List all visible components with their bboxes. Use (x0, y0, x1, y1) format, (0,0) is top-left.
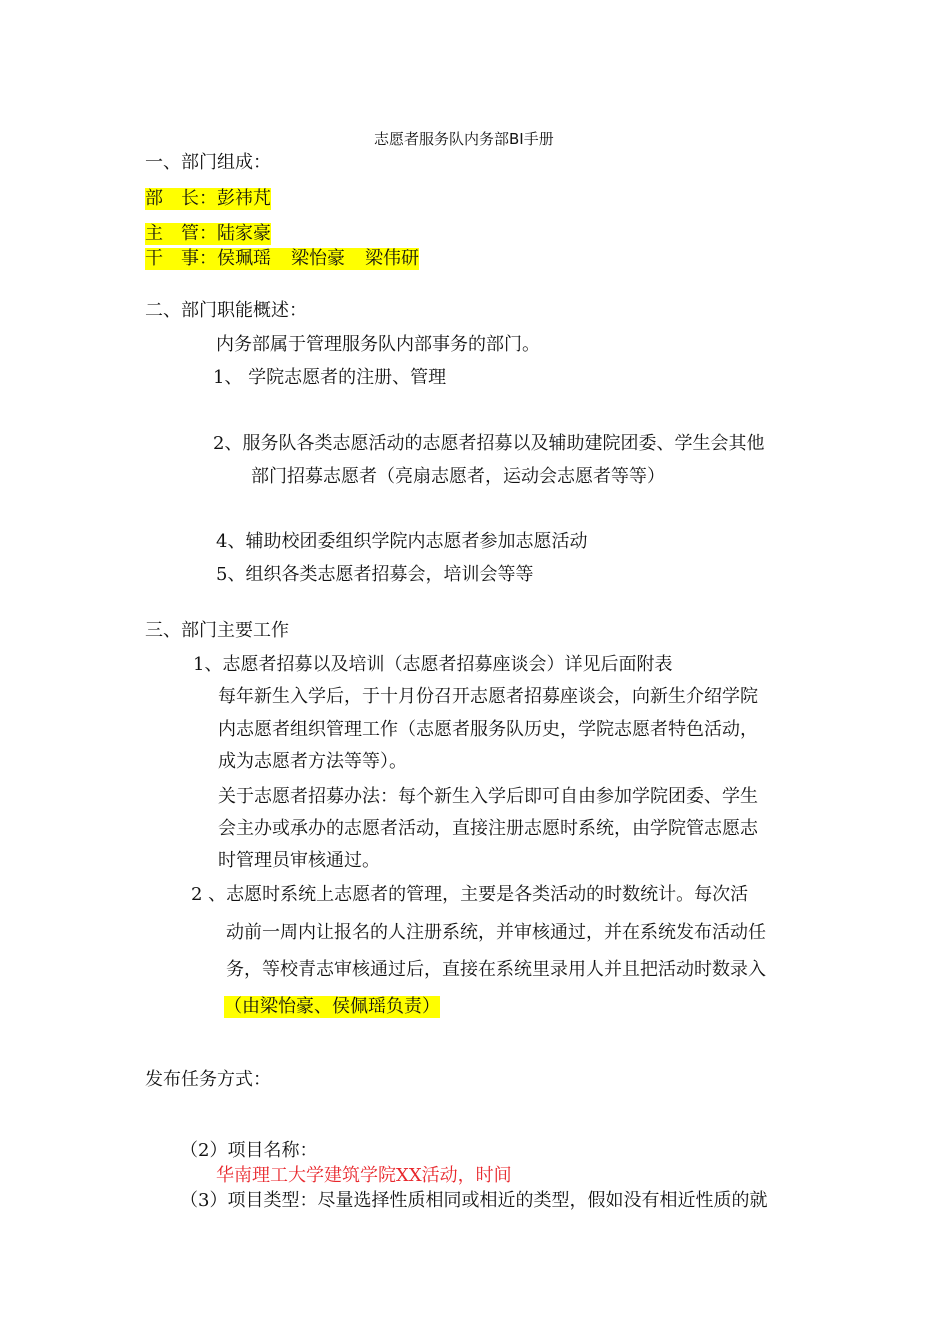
supervisor-row (145, 223, 271, 245)
section2-heading: 二、部门职能概述： (145, 300, 307, 321)
work1-paragraph1-line2: 内志愿者组织管理工作（志愿者服务队历史，学院志愿者特色活动， (218, 719, 758, 740)
section3-heading: 三、部门主要工作 (145, 620, 289, 641)
work1-paragraph2-line3: 时管理员审核通过。 (218, 850, 380, 871)
work1-paragraph1-line3: 成为志愿者方法等等）。 (218, 751, 407, 772)
staff-label: 干 事： (145, 248, 217, 269)
staff-name-2: 梁怡豪 (291, 248, 345, 269)
work1-paragraph1-line1: 每年新生入学后，于十月份召开志愿者招募座谈会，向新生介绍学院 (218, 686, 758, 707)
work1-paragraph2-line2: 会主办或承办的志愿者活动，直接注册志愿时系统，由学院管志愿志 (218, 818, 758, 839)
publish-item2-value: 华南理工大学建筑学院XX活动，时间 (216, 1165, 512, 1186)
publish-item2-label: （2）项目名称： (180, 1140, 318, 1161)
work2-line1: 2 、志愿时系统上志愿者的管理，主要是各类活动的时数统计。每次活 (191, 884, 749, 905)
section1-heading: 一、部门组成： (145, 152, 271, 173)
work2-responsible-note: （由梁怡豪、侯佩瑶负责） (224, 996, 440, 1017)
minister-value: 彭祎芃 (217, 188, 271, 209)
minister-row (145, 188, 271, 210)
section2-item5: 5、组织各类志愿者招募会，培训会等等 (216, 564, 534, 585)
staff-row (145, 248, 419, 270)
staff-name-3: 梁伟研 (365, 248, 419, 269)
work1-paragraph2-line1: 关于志愿者招募办法：每个新生入学后即可自由参加学院团委、学生 (218, 786, 758, 807)
publish-heading: 发布任务方式： (145, 1069, 271, 1090)
minister-label: 部 长： (145, 188, 217, 209)
work2-line3: 务，等校青志审核通过后，直接在系统里录用人并且把活动时数录入 (226, 959, 766, 980)
publish-item3: （3）项目类型：尽量选择性质相同或相近的类型，假如没有相近性质的就 (180, 1190, 768, 1211)
staff-name-1: 侯珮瑶 (217, 248, 271, 269)
section2-item1: 1、 学院志愿者的注册、管理 (213, 367, 447, 388)
section2-item2-line2: 部门招募志愿者（亮扇志愿者，运动会志愿者等等） (251, 466, 665, 487)
section2-intro: 内务部属于管理服务队内部事务的部门。 (216, 334, 540, 355)
work1-title: 1、志愿者招募以及培训（志愿者招募座谈会）详见后面附表 (193, 654, 673, 675)
work2-line2: 动前一周内让报名的人注册系统，并审核通过，并在系统发布活动任 (226, 922, 766, 943)
section2-item4: 4、辅助校团委组织学院内志愿者参加志愿活动 (216, 531, 588, 552)
document-title: 志愿者服务队内务部BI手册 (374, 130, 554, 148)
supervisor-label: 主 管： (145, 223, 217, 244)
section2-item2-line1: 2、服务队各类志愿活动的志愿者招募以及辅助建院团委、学生会其他 (213, 433, 765, 454)
supervisor-value: 陆家豪 (217, 223, 271, 244)
